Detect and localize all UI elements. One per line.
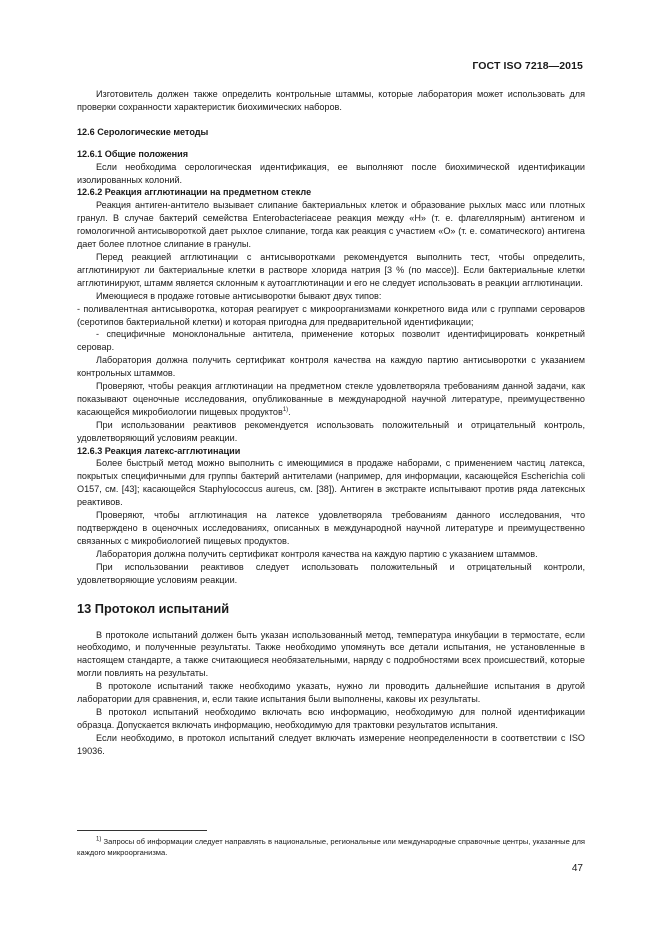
- page-number: 47: [571, 863, 583, 874]
- paragraph-text: Проверяют, чтобы реакция агглютинации на предметном стекле удовлетворяла требованиям данной задачи, как показывают оценочные исследования, опубликованные в международной научной литературе, преимущественно касающейся микробиологии пищевых продуктов: [77, 381, 585, 417]
- paragraph: Лаборатория должна получить сертификат контроля качества на каждую партию с указанием штаммов.: [96, 548, 538, 559]
- footnote: [77, 836, 585, 858]
- paragraph-end: .: [288, 406, 291, 417]
- section-12-6-2-title: 12.6.2 Реакция агглютинации на предметном стекле: [77, 187, 312, 198]
- footnote-body: [77, 836, 585, 858]
- section-12-6-title: 12.6 Серологические методы: [77, 126, 209, 137]
- paragraph: Более быстрый метод можно выполнить с имеющимися в продаже наборами, с применением частиц латекса, покрытых специфичными для группы бактерий антителами (например, для информации, касающейся Escherichia coli O157, см. [43]; касающейся Staphylococcus aureus, см. [38]). Антиген в экстракте испытывают против ряда латексных реактивов.: [77, 458, 585, 508]
- paragraph: Если необходима серологическая идентификация, ее выполняют после биохимической идентификации изолированных колоний.: [77, 161, 585, 185]
- paragraph: Имеющиеся в продаже готовые антисыворотки бывают двух типов:: [96, 290, 382, 301]
- footnote-marker: 1): [96, 836, 102, 843]
- paragraph-with-footnote: [77, 380, 585, 419]
- intro-paragraph: Изготовитель должен также определить контрольные штаммы, которые лаборатория может использовать для проверки сохранности характеристик биохимических наборов.: [77, 89, 585, 112]
- list-item: - специфичные моноклональные антитела, применение которых позволит идентифицировать конкретный серовар.: [77, 329, 585, 353]
- footnote-ref: 1): [282, 406, 289, 413]
- page-content: [77, 88, 585, 758]
- section-12-6-3-title: 12.6.3 Реакция латекс-агглютинации: [77, 445, 241, 456]
- list-item: - поливалентная антисыворотка, которая реагирует с микроорганизмами конкретного вида или с группами сероваров (серотипов бактериальной клетки) и которая пригодна для предварительной идентификации;: [77, 303, 585, 327]
- section-13-title: 13 Протокол испытаний: [77, 600, 230, 616]
- paragraph: Реакция антиген-антитело вызывает слипание бактериальных клеток и образование рыхлых масс или плотных гранул. В случае бактерий семейства Enterobacteriaceae реакция между «Н» (т. е. флагеллярным) антигеном и гомологичной антисывороткой дает рыхлое слипание, тогда как реакция с участием «О» (т. е. соматического) антигена дает более плотное слипание в гранулы.: [77, 200, 585, 250]
- paragraph: При использовании реактивов следует использовать положительный и отрицательный контроли, удовлетворяющие условиям реакции.: [77, 561, 585, 585]
- paragraph: Лаборатория должна получить сертификат контроля качества на каждую партию антисыворотки с указанием контрольных штаммов.: [77, 355, 585, 379]
- footnote-text: Запросы об информации следует направлять в национальные, региональные или международные справочные центры, указанные для каждого микроорганизма.: [77, 837, 585, 857]
- paragraph: Перед реакцией агглютинации с антисыворотками рекомендуется выполнить тест, чтобы определить, агглютинируют ли бактериальные клетки в растворе хлорида натрия [3 % (по массе)]. Если бактериальные клетки агглютинируют, штамм является склонным к аутоагглютинации и его не следует использовать в реакции агглютинации.: [77, 251, 585, 288]
- paragraph: При использовании реактивов рекомендуется использовать положительный и отрицательный контроль, удовлетворяющий условиям реакции.: [77, 419, 585, 443]
- section-12-6-1-title: 12.6.1 Общие положения: [77, 148, 189, 159]
- footnote-divider: [77, 830, 207, 831]
- paragraph: В протокол испытаний необходимо включать всю информацию, необходимую для полной идентификации образца. Допускается включать информацию, необходимую для трактовки результатов испытания.: [77, 706, 585, 730]
- paragraph: В протоколе испытаний также необходимо указать, нужно ли проводить дальнейшие испытания в другой лаборатории для сравнения, и, если такие испытания были выполнены, каковы их результаты.: [77, 681, 585, 705]
- paragraph: Проверяют, чтобы агглютинация на латексе удовлетворяла требованиям данного исследования, что подтверждено в оценочных исследованиях, описанных в международной научной литературе и преимущественно связанных с микробиологией пищевых продуктов.: [77, 510, 585, 546]
- standard-header: ГОСТ ISO 7218—2015: [472, 60, 583, 72]
- paragraph: Если необходимо, в протокол испытаний следует включать измерение неопределенности в соответствии с ISO 19036.: [77, 732, 585, 756]
- paragraph: В протоколе испытаний должен быть указан использованный метод, температура инкубации в термостате, если необходимо, и полученные результаты. Также необходимо упомянуть все детали испытания, не установленные в настоящем стандарте, а также считающиеся необязательными, наряду с подробностями всех происшествий, которые могли повлиять на результаты.: [77, 629, 585, 679]
